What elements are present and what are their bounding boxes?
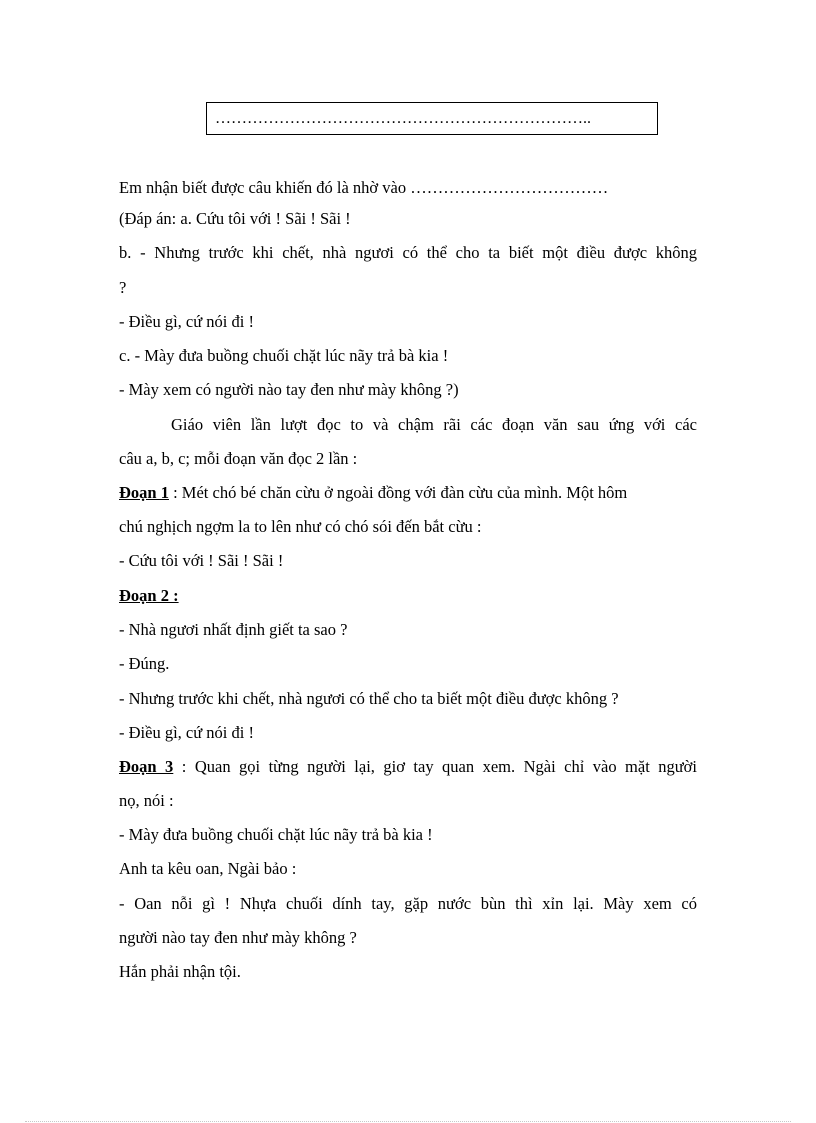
- text-line: - Đúng.: [119, 654, 170, 673]
- text-line: - Nhà ngươi nhất định giết ta sao ?: [119, 620, 348, 639]
- text-line: Giáo viên lần lượt đọc to và chậm rãi các đoạn văn sau ứng với các: [171, 415, 697, 434]
- answer-box: ……………………………………………………………..: [206, 102, 658, 135]
- text-line: c. - Mày đưa buồng chuối chặt lúc nãy trả bà kia !: [119, 346, 449, 365]
- text-line: - Điều gì, cứ nói đi !: [119, 312, 254, 331]
- text-line: Anh ta kêu oan, Ngài bảo :: [119, 859, 297, 878]
- paragraph-1-text: : Mét chó bé chăn cừu ở ngoài đồng với đàn cừu của mình. Một hôm: [168, 483, 628, 502]
- paragraph-2-label: Đoạn 2 :: [119, 586, 179, 605]
- text-line: nọ, nói :: [119, 791, 174, 810]
- text-line: Hắn phải nhận tội.: [119, 962, 241, 981]
- text-line: - Oan nỗi gì ! Nhựa chuối dính tay, gặp nước bùn thì xỉn lại. Mày xem có: [119, 894, 697, 913]
- paragraph-1-line: [119, 482, 697, 504]
- paragraph-3-label: Đoạn 3: [119, 757, 174, 776]
- paragraph-3-line: [119, 756, 697, 778]
- text-line: câu a, b, c; mỗi đoạn văn đọc 2 lần :: [119, 449, 358, 468]
- text-line: - Điều gì, cứ nói đi !: [119, 723, 254, 742]
- text-line: - Cứu tôi với ! Sãi ! Sãi !: [119, 551, 284, 570]
- text-line: chú nghịch ngợm la to lên như có chó sói đến bắt cừu :: [119, 517, 482, 536]
- paragraph-3-text: : Quan gọi từng người lại, giơ tay quan xem. Ngài chỉ vào mặt người: [173, 757, 697, 776]
- text-line: - Mày xem có người nào tay đen như mày không ?): [119, 380, 459, 399]
- text-line: b. - Nhưng trước khi chết, nhà ngươi có thể cho ta biết một điều được không: [119, 243, 697, 262]
- text-line: ?: [119, 278, 127, 297]
- text-line: - Mày đưa buồng chuối chặt lúc nãy trả bà kia !: [119, 825, 433, 844]
- footer-divider: [25, 1121, 791, 1122]
- paragraph-1-label: Đoạn 1: [119, 483, 169, 502]
- text-line: người nào tay đen như mày không ?: [119, 928, 357, 947]
- text-line: Em nhận biết được câu khiến đó là nhờ vào ………………………………: [119, 178, 609, 197]
- paragraph-2-line: [119, 585, 697, 607]
- text-line: (Đáp án: a. Cứu tôi với ! Sãi ! Sãi !: [119, 209, 351, 228]
- text-line: - Nhưng trước khi chết, nhà ngươi có thể cho ta biết một điều được không ?: [119, 689, 619, 708]
